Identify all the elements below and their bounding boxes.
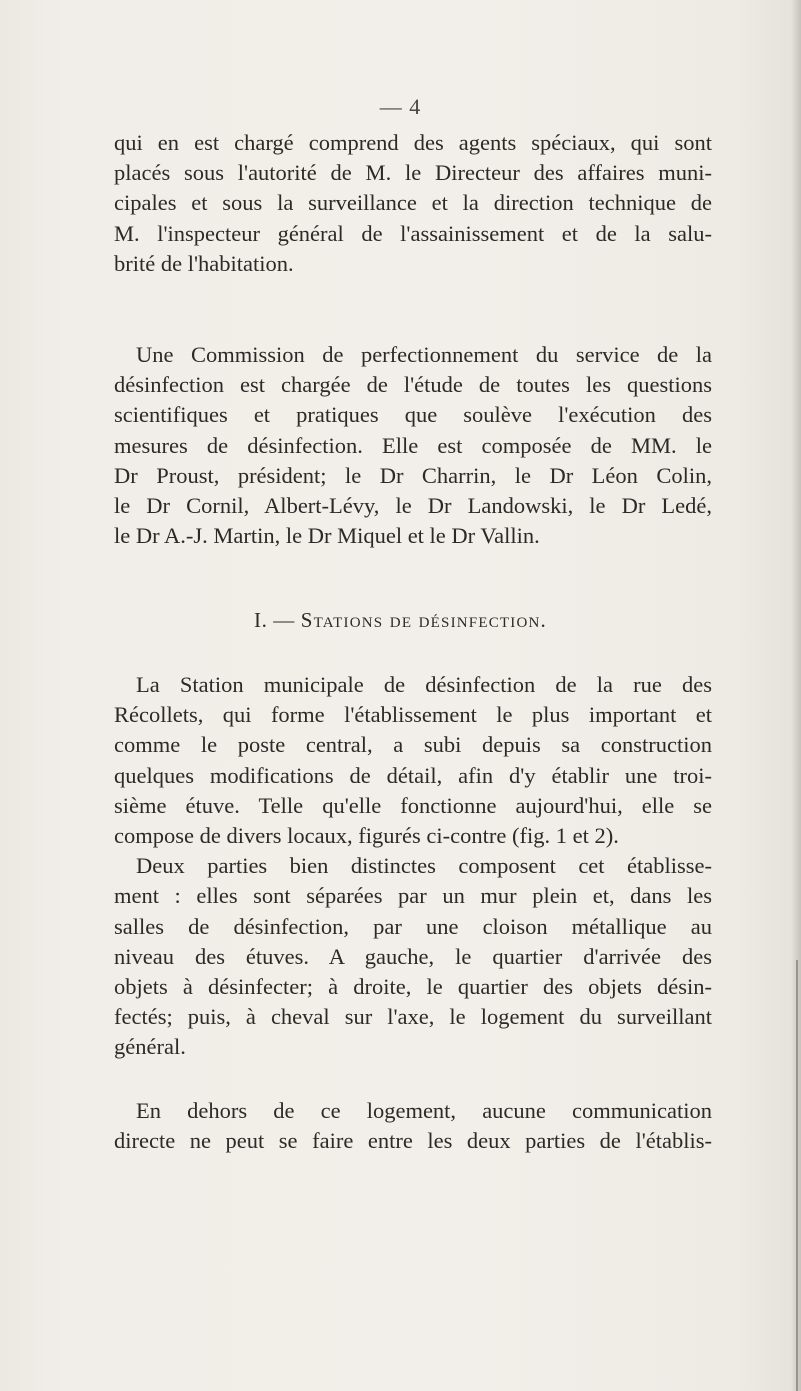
page-number: — 4 [379,94,422,119]
section-title: Stations de désinfection. [300,608,547,632]
text-line: Deux parties bien distinctes composent cet établisse- [136,853,712,879]
text-line: La Station municipale de désinfection de la rue des [136,672,712,697]
text-line: quelques modifications de détail, afin d'y établir une troi- [114,762,712,788]
text-line: directe ne peut se faire entre les deux parties de l'établis- [114,1128,712,1154]
section-number: I. — [254,608,295,632]
text-line: niveau des étuves. A gauche, le quartier d'arrivée des [114,943,712,969]
section-heading [0,608,801,633]
text-line: ment : elles sont séparées par un mur plein et, dans les [114,883,712,909]
paragraph-5 [114,1096,712,1156]
text-line: scientifiques et pratiques que soulève l'exécution des [114,402,712,428]
text-line: cipales et sous la surveillance et la direction technique de [114,190,712,216]
text-line: brité de l'habitation. [114,250,294,276]
text-line: salles de désinfection, par une cloison métallique au [114,913,712,939]
paragraph-3 [114,670,712,1062]
text-line: général. [114,1034,186,1060]
text-line: le Dr A.-J. Martin, le Dr Miquel et le Dr Vallin. [114,523,540,549]
text-line: sième étuve. Telle qu'elle fonctionne aujourd'hui, elle se [114,792,712,818]
text-line: M. l'inspecteur général de l'assainissement et de la salu- [114,220,712,246]
text-line: qui en est chargé comprend des agents spéciaux, qui sont [114,130,712,155]
text-line: fectés; puis, à cheval sur l'axe, le logement du surveillant [114,1004,712,1030]
text-line: Récollets, qui forme l'établissement le plus important et [114,702,712,728]
paragraph-2 [114,340,712,551]
text-line: Dr Proust, président; le Dr Charrin, le Dr Léon Colin, [114,462,712,488]
text-line: comme le poste central, a subi depuis sa construction [114,732,712,758]
text-line: le Dr Cornil, Albert-Lévy, le Dr Landowski, le Dr Ledé, [114,492,712,518]
text-line: désinfection est chargée de l'étude de toutes les questions [114,372,712,398]
text-line: En dehors de ce logement, aucune communication [136,1098,712,1123]
text-line: mesures de désinfection. Elle est composée de MM. le [114,432,712,458]
text-line: Une Commission de perfectionnement du service de la [136,342,712,367]
page-edge-line [796,960,798,1391]
text-line: compose de divers locaux, figurés ci-contre (fig. 1 et 2). [114,822,619,848]
text-line: objets à désinfecter; à droite, le quartier des objets désin- [114,973,712,999]
paragraph-1 [114,128,712,279]
text-line: placés sous l'autorité de M. le Directeur des affaires muni- [114,160,712,186]
